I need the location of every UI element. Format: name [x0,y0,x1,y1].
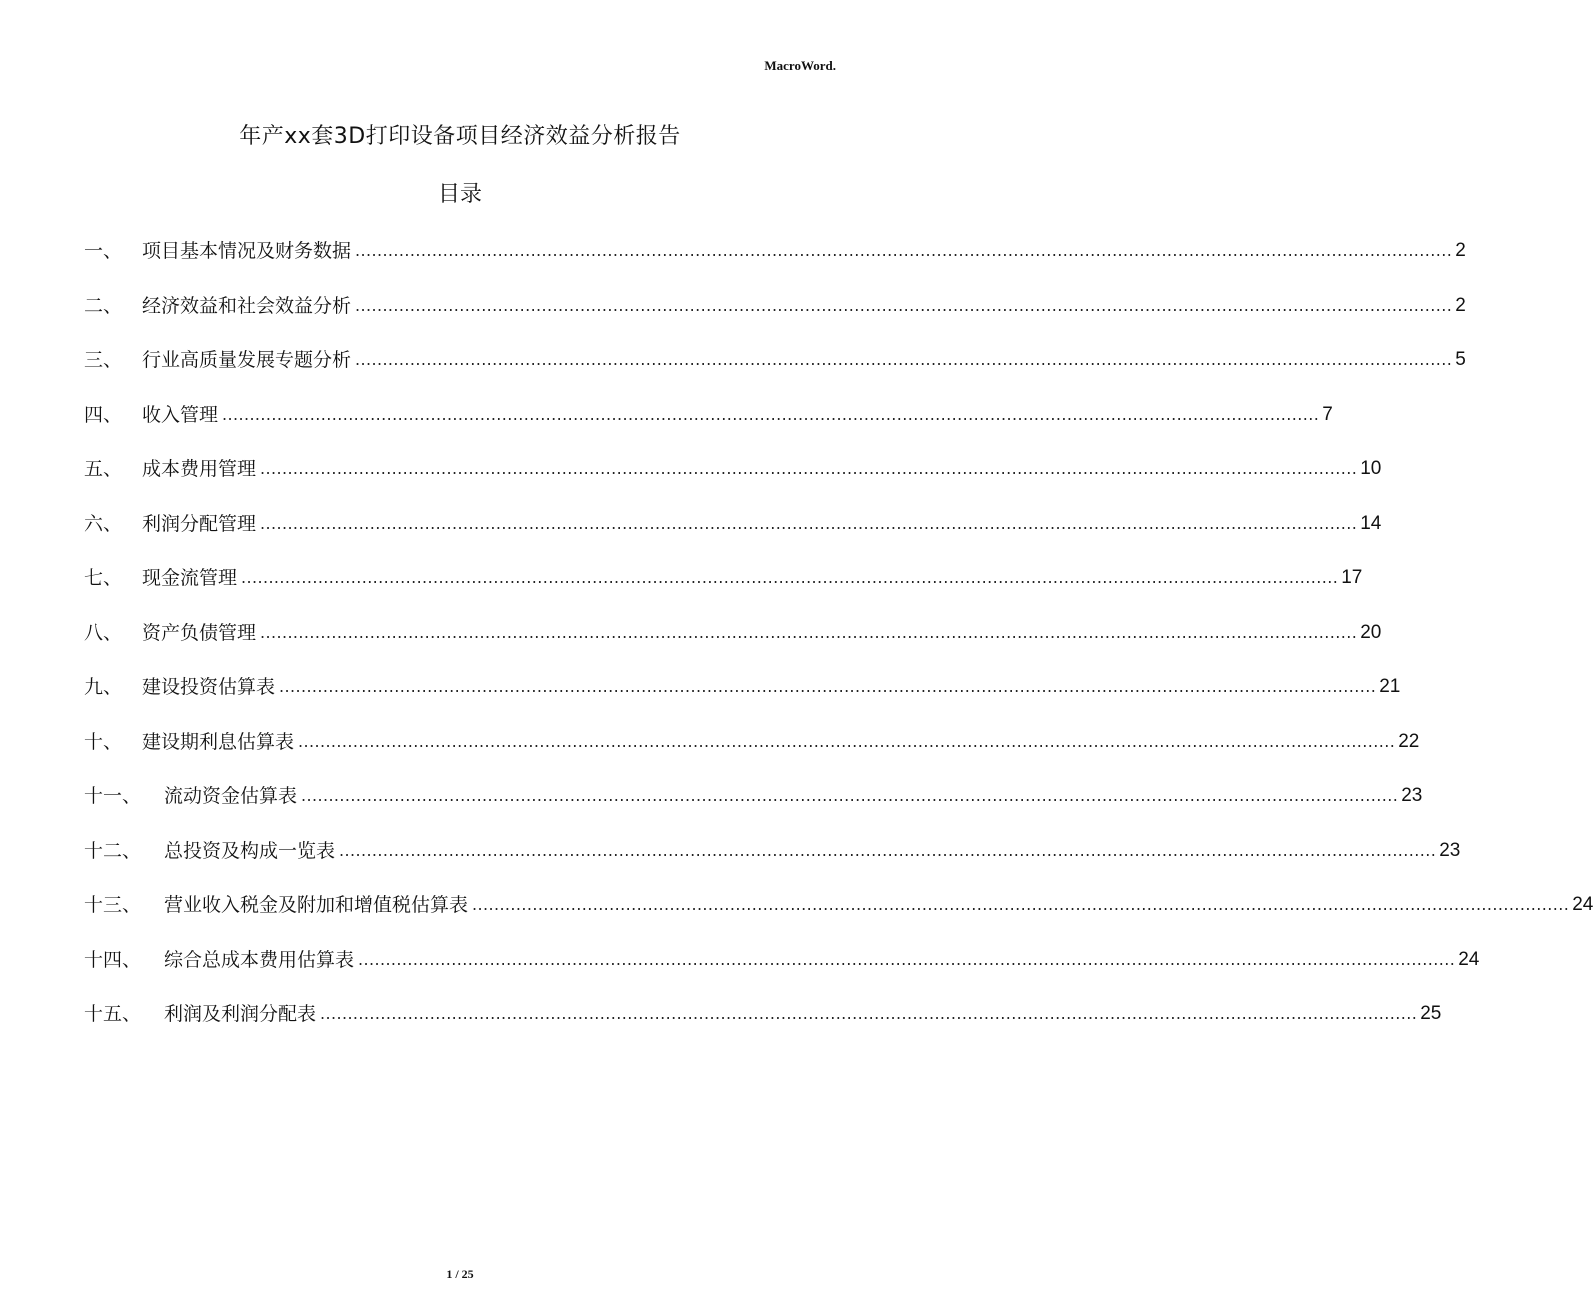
toc-entry-title: 收入管理 [142,403,219,426]
toc-entry-title: 经济效益和社会效益分析 [142,294,352,317]
toc-entry[interactable] [84,454,1382,509]
toc-entry-title: 建设投资估算表 [142,676,276,698]
toc-dot-leader: ........................................................................................................................................................................................................ [339,840,1437,860]
brand-header: MacroWord. [764,58,836,73]
toc-entry-page: 5 [1455,349,1466,370]
toc-entry[interactable] [84,672,1401,727]
toc-entry-number: 十五、 [84,1003,142,1025]
toc-entry-number: 八、 [84,621,123,644]
toc-entry-number: 二、 [84,294,123,317]
toc-entry[interactable] [84,836,1461,891]
toc-entry-number: 五、 [84,458,123,480]
toc-dot-leader: ........................................................................................................................................................................................................ [260,513,1358,533]
document-title: 年产xx套3D打印设备项目经济效益分析报告 [239,124,681,149]
toc-entry-page: 21 [1379,676,1401,697]
toc-entry-page: 24 [1458,948,1480,970]
toc-dot-leader: ........................................................................................................................................................................................................ [260,459,1358,478]
toc-entry-page: 23 [1439,839,1461,861]
toc-entry-page: 10 [1360,458,1382,479]
toc-entry-page: 7 [1322,403,1333,425]
toc-entry-number: 六、 [84,512,123,535]
toc-entry-title: 综合总成本费用估算表 [164,948,355,971]
toc-entry-page: 22 [1398,730,1420,752]
toc-entry-title: 现金流管理 [142,567,238,589]
toc-entry-title: 建设期利息估算表 [142,730,295,753]
toc-entry[interactable] [84,509,1382,564]
toc-entry-title: 营业收入税金及附加和增值税估算表 [164,894,469,916]
toc-entry[interactable] [84,563,1363,618]
toc-entry[interactable] [84,291,1466,346]
toc-entry[interactable] [84,890,1593,945]
toc-entry[interactable] [84,999,1442,1054]
toc-entry-title: 成本费用管理 [142,458,257,480]
toc-entry-number: 十四、 [84,948,142,971]
toc-entry-title: 资产负债管理 [142,621,257,644]
toc-entry-number: 一、 [84,240,123,262]
toc-entry[interactable] [84,400,1333,455]
toc-entry-number: 七、 [84,567,123,589]
toc-entry[interactable] [84,618,1382,673]
toc-entry-number: 九、 [84,676,123,698]
toc-dot-leader: ........................................................................................................................................................................................................ [355,295,1453,315]
toc-dot-leader: ........................................................................................................................................................................................................ [472,895,1570,914]
toc-entry-page: 23 [1401,785,1423,806]
toc-entry-page: 25 [1420,1003,1442,1024]
toc-entry-page: 2 [1455,294,1466,316]
toc-dot-leader: ........................................................................................................................................................................................................ [358,949,1456,969]
toc-entry-number: 四、 [84,403,123,426]
toc-entry[interactable] [84,727,1420,782]
toc-entry-number: 三、 [84,349,123,371]
table-of-contents [84,236,1593,1054]
toc-dot-leader: ........................................................................................................................................................................................................ [320,1004,1418,1023]
toc-entry[interactable] [84,345,1466,400]
toc-dot-leader: ........................................................................................................................................................................................................ [241,568,1339,587]
toc-entry[interactable] [84,781,1423,836]
toc-dot-leader: ........................................................................................................................................................................................................ [298,731,1396,751]
toc-entry-title: 流动资金估算表 [164,785,298,807]
toc-entry-title: 项目基本情况及财务数据 [142,240,352,262]
toc-entry-title: 利润分配管理 [142,512,257,535]
toc-dot-leader: ........................................................................................................................................................................................................ [355,241,1453,260]
toc-entry-page: 14 [1360,512,1382,534]
toc-entry-page: 17 [1341,567,1363,588]
toc-entry-page: 24 [1572,894,1593,915]
toc-dot-leader: ........................................................................................................................................................................................................ [355,350,1453,369]
toc-entry[interactable] [84,236,1466,291]
toc-dot-leader: ........................................................................................................................................................................................................ [279,677,1377,696]
toc-entry-page: 20 [1360,621,1382,643]
toc-entry-number: 十二、 [84,839,142,862]
toc-entry-title: 行业高质量发展专题分析 [142,349,352,371]
toc-entry-number: 十一、 [84,785,142,807]
toc-entry-page: 2 [1455,240,1466,261]
toc-dot-leader: ........................................................................................................................................................................................................ [222,404,1320,424]
toc-heading: 目录 [437,182,482,207]
toc-dot-leader: ........................................................................................................................................................................................................ [301,786,1399,805]
toc-entry-title: 总投资及构成一览表 [164,839,336,862]
toc-entry[interactable] [84,945,1480,1000]
toc-dot-leader: ........................................................................................................................................................................................................ [260,622,1358,642]
page-indicator: 1 / 25 [446,1267,474,1281]
toc-entry-title: 利润及利润分配表 [164,1003,317,1025]
toc-entry-number: 十、 [84,730,123,753]
toc-entry-number: 十三、 [84,894,142,916]
